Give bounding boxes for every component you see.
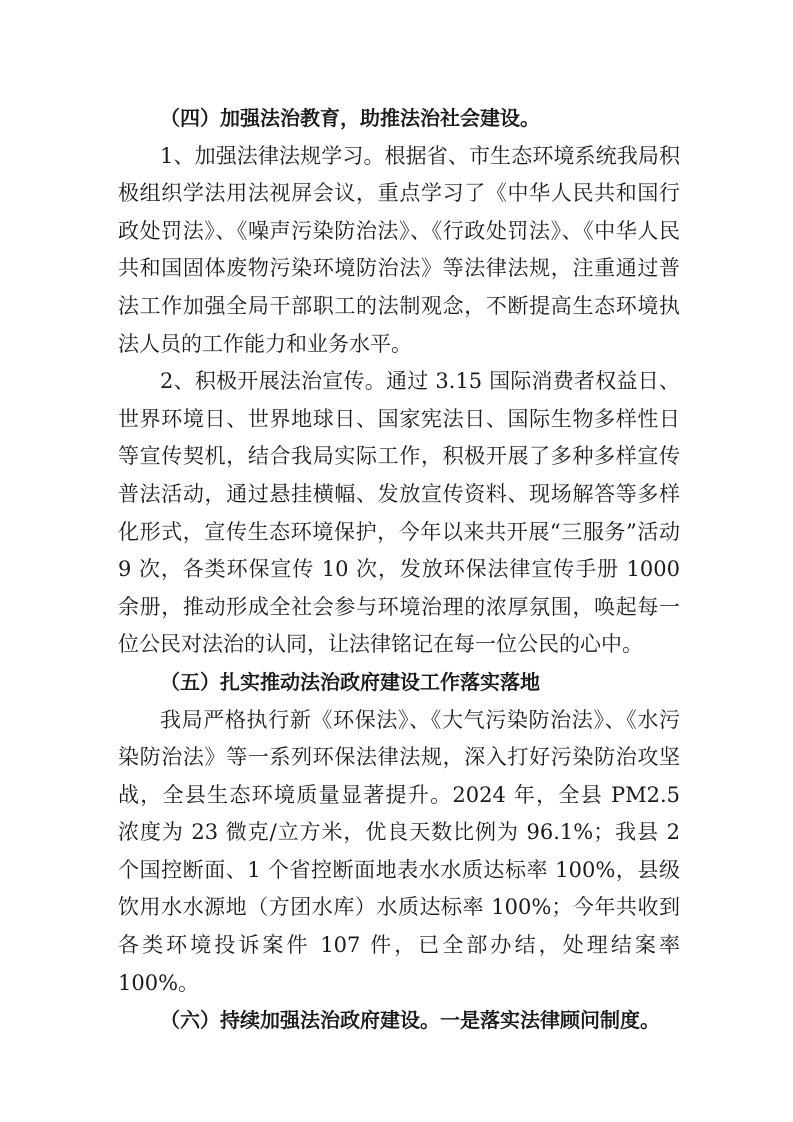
section-heading-6: （六）持续加强法治政府建设。一是落实法律顾问制度。 bbox=[160, 1008, 660, 1033]
document-body bbox=[118, 100, 680, 1040]
paragraph-environment-results: 我局严格执行新《环保法》、《大气污染防治法》、《水污染防治法》等一系列环保法律法规，深入打好污染防治攻坚战，全县生态环境质量显著提升。2024 年，全县 PM2.5 浓度为 23 微克/立方米，优良天数比例为 96.1%；我县 2 个国控断面、1 个省控断面地表水水质达标率 100%，县级饮用水水源地（方团水库）水质达标率 100%；今年共收到各类环境投诉案件 107 件，已全部办结，处理结案率 100%。 bbox=[118, 707, 680, 995]
paragraph-law-publicity: 2、积极开展法治宣传。通过 3.15 国际消费者权益日、世界环境日、世界地球日、国家宪法日、国际生物多样性日等宣传契机，结合我局实际工作，积极开展了多种多样宣传普法活动，通过悬挂横幅、发放宣传资料、现场解答等多样化形式，宣传生态环境保护，今年以来共开展“三服务”活动 9 次，各类环保宣传 10 次，发放环保法律宣传手册 1000 余册，推动形成全社会参与环境治理的浓厚氛围，唤起每一位公民对法治的认同，让法律铭记在每一位公民的心中。 bbox=[118, 369, 680, 657]
paragraph-law-study: 1、加强法律法规学习。根据省、市生态环境系统我局积极组织学法用法视屏会议，重点学习了《中华人民共和国行政处罚法》、《噪声污染防治法》、《行政处罚法》、《中华人民共和国固体废物污染环境防治法》等法律法规，注重通过普法工作加强全局干部职工的法制观念，不断提高生态环境执法人员的工作能力和业务水平。 bbox=[118, 143, 680, 356]
section-heading-4: （四）加强法治教育，助推法治社会建设。 bbox=[160, 106, 540, 130]
section-heading-5: （五）扎实推动法治政府建设工作落实落地 bbox=[160, 669, 540, 694]
